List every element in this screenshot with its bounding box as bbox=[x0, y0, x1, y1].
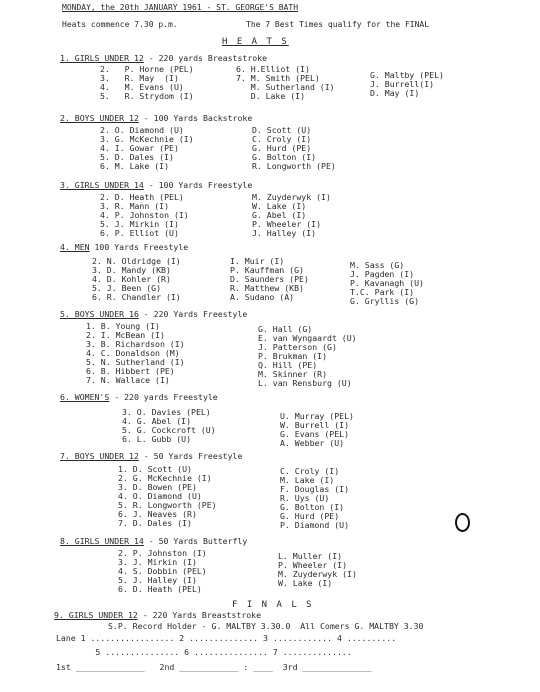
event-3-heading: 3. GIRLS UNDER 14 - 100 Yards Freestyle bbox=[60, 180, 253, 190]
event-4-heading: 4. MEN 100 Yards Freestyle bbox=[60, 242, 189, 252]
swimmer-entry: 1. B. Young (I) bbox=[86, 321, 160, 331]
swimmer-entry: 3. J. Mirkin (I) bbox=[118, 557, 197, 567]
record-holder-note: S.P. Record Holder - G. MALTBY 3.30.0 All Comers G. MALTBY 3.30 bbox=[108, 621, 424, 631]
swimmer-entry: 5. D. Dales (I) bbox=[100, 152, 174, 162]
event-8-heading: 8. GIRLS UNDER 14 - 50 Yards Butterfly bbox=[60, 536, 248, 546]
swimmer-entry: 6. R. Chandler (I) bbox=[92, 292, 181, 302]
swimmer-entry: P. Brukman (I) bbox=[258, 351, 328, 361]
event-8-col-1 bbox=[118, 549, 207, 594]
swimmer-entry: G. Hurd (PE) bbox=[280, 511, 340, 521]
swimmer-entry: F. Douglas (I) bbox=[280, 484, 350, 494]
swimmer-entry: 4. S. Dobbin (PEL) bbox=[118, 566, 207, 576]
swimmer-entry: G. Hurd (PE) bbox=[252, 143, 312, 153]
swimmer-entry: 3. G. McKechnie (I) bbox=[100, 134, 194, 144]
swimmer-entry: C. Croly (I) bbox=[280, 466, 340, 476]
swimmer-entry: 7. M. Smith (PEL) bbox=[236, 73, 320, 83]
swimmer-entry: D. Lake (I) bbox=[236, 91, 306, 101]
event-5-col-2 bbox=[258, 325, 357, 388]
event-3-col-2 bbox=[252, 193, 331, 238]
swimmer-entry: 6. M. Lake (I) bbox=[100, 161, 170, 171]
swimmer-entry: W. Burrell (I) bbox=[280, 420, 350, 430]
swimmer-entry: 2. P. Horne (PEL) bbox=[100, 64, 194, 74]
swimmer-entry: U. Murray (PEL) bbox=[280, 411, 354, 421]
swimmer-entry: M. Zuyderwyk (I) bbox=[278, 569, 357, 579]
swimmer-entry: 5. J. Been (G) bbox=[92, 283, 162, 293]
swimmer-entry: 3. B. Richardson (I) bbox=[86, 339, 185, 349]
swimmer-entry: 3. R. Mann (I) bbox=[100, 201, 170, 211]
document-header: MONDAY, the 20th JANUARY 1961 - ST. GEORGE'S BATH bbox=[62, 3, 299, 12]
swimmer-entry: G. Gryllis (G) bbox=[350, 296, 420, 306]
swimmer-entry: 2. D. Heath (PEL) bbox=[100, 192, 184, 202]
swimmer-entry: M. Zuyderwyk (I) bbox=[252, 192, 331, 202]
swimmer-entry: 3. D. Mandy (KB) bbox=[92, 265, 171, 275]
swimmer-entry: A. Webber (U) bbox=[280, 438, 345, 448]
swimmer-entry: 1. D. Scott (U) bbox=[118, 464, 192, 474]
event-1-col-3 bbox=[370, 71, 444, 98]
swimmer-entry: L. van Rensburg (U) bbox=[258, 378, 352, 388]
event-1-col-1 bbox=[100, 65, 194, 101]
event-2-col-1 bbox=[100, 126, 194, 171]
swimmer-entry: J. Pagden (I) bbox=[350, 269, 415, 279]
event-3-col-1 bbox=[100, 193, 189, 238]
event-4-col-2 bbox=[230, 257, 309, 302]
swimmer-entry: 7. N. Wallace (I) bbox=[86, 375, 170, 385]
swimmer-entry: 6. B. Hibbert (PE) bbox=[86, 366, 175, 376]
swimmer-entry: 6. P. Elliot (U) bbox=[100, 228, 179, 238]
event-5-col-1 bbox=[86, 322, 185, 385]
handwritten-circle-mark bbox=[455, 513, 470, 532]
swimmer-entry: P. Wheeler (I) bbox=[278, 560, 348, 570]
heats-commence-note: Heats commence 7.30 p.m. bbox=[62, 20, 178, 29]
swimmer-entry: 5. N. Sutherland (I) bbox=[86, 357, 185, 367]
event-1-heading: 1. GIRLS UNDER 12 - 220 yards Breaststroke bbox=[60, 53, 268, 63]
swimmer-entry: 5. J. Mirkin (I) bbox=[100, 219, 179, 229]
swimmer-entry: M. Skinner (R) bbox=[258, 369, 328, 379]
finals-heading: F I N A L S bbox=[232, 600, 314, 610]
event-5-heading: 5. BOYS UNDER 16 - 220 Yards Freestyle bbox=[60, 309, 248, 319]
event-6-col-2 bbox=[280, 412, 354, 448]
swimmer-entry: A. Sudano (A) bbox=[230, 292, 295, 302]
qualify-note: The 7 Best Times qualify for the FINAL bbox=[246, 20, 430, 29]
swimmer-entry: 6. H.Elliot (I) bbox=[236, 64, 310, 74]
swimmer-entry: 4. I. Gowar (PE) bbox=[100, 143, 179, 153]
swimmer-entry: 7. D. Dales (I) bbox=[118, 518, 192, 528]
swimmer-entry: G. Abel (I) bbox=[252, 210, 307, 220]
swimmer-entry: R. Uys (U) bbox=[280, 493, 330, 503]
swimmer-entry: 2. O. Diamond (U) bbox=[100, 125, 184, 135]
swimmer-entry: 4. O. Diamond (U) bbox=[118, 491, 202, 501]
swimmer-entry: D. Saunders (PE) bbox=[230, 274, 309, 284]
swimmer-entry: Q. Hill (PE) bbox=[258, 360, 318, 370]
event-8-col-2 bbox=[278, 552, 357, 588]
event-7-heading: 7. BOYS UNDER 12 - 50 Yards Freestyle bbox=[60, 451, 243, 461]
swimmer-entry: J. Patterson (G) bbox=[258, 342, 337, 352]
swimmer-entry: T.C. Park (I) bbox=[350, 287, 415, 297]
swimmer-entry: W. Lake (I) bbox=[252, 201, 307, 211]
swimmer-entry: L. Muller (I) bbox=[278, 551, 343, 561]
swimmer-entry: P. Kavanagh (U) bbox=[350, 278, 424, 288]
swimmer-entry: W. Lake (I) bbox=[278, 578, 333, 588]
event-7-col-2 bbox=[280, 467, 349, 530]
swimmer-entry: C. Croly (I) bbox=[252, 134, 312, 144]
swimmer-entry: 6. L. Gubb (U) bbox=[122, 434, 192, 444]
swimmer-entry: 4. D. Kohler (R) bbox=[92, 274, 171, 284]
event-6-col-1 bbox=[122, 408, 216, 444]
event-2-col-2 bbox=[252, 126, 336, 171]
lane-row-2: 5 ............... 6 ............... 7 .............. bbox=[56, 647, 352, 657]
swimmer-entry: G. Bolton (I) bbox=[252, 152, 317, 162]
swimmer-entry: P. Wheeler (I) bbox=[252, 219, 322, 229]
swimmer-entry: P. Diamond (U) bbox=[280, 520, 350, 530]
event-1-col-2 bbox=[236, 65, 335, 101]
event-6-heading: 6. WOMEN'S - 220 yards Freestyle bbox=[60, 392, 218, 402]
swimmer-entry: 4. M. Evans (U) bbox=[100, 82, 184, 92]
swimmer-entry: 5. G. Cockcroft (U) bbox=[122, 425, 216, 435]
swimmer-entry: 3. O. Davies (PEL) bbox=[122, 407, 211, 417]
heats-heading: H E A T S bbox=[222, 37, 289, 47]
swimmer-entry: 5. R. Longworth (PE) bbox=[118, 500, 217, 510]
swimmer-entry: 2. G. McKechnie (I) bbox=[118, 473, 212, 483]
swimmer-entry: 2. N. Oldridge (I) bbox=[92, 256, 181, 266]
swimmer-entry: G. Bolton (I) bbox=[280, 502, 345, 512]
swimmer-entry: G. Maltby (PEL) bbox=[370, 70, 444, 80]
event-9-heading: 9. GIRLS UNDER 12 - 220 Yards Breaststroke bbox=[54, 610, 262, 620]
event-4-col-1 bbox=[92, 257, 181, 302]
swimmer-entry: 4. G. Abel (I) bbox=[122, 416, 192, 426]
swimmer-entry: 6. D. Heath (PEL) bbox=[118, 584, 202, 594]
swimmer-entry: 6. J. Neaves (R) bbox=[118, 509, 197, 519]
swimmer-entry: R. Longworth (PE) bbox=[252, 161, 336, 171]
swimmer-entry: 2. P. Johnston (I) bbox=[118, 548, 207, 558]
swimmer-entry: M. Sass (G) bbox=[350, 260, 405, 270]
swimmer-entry: R. Matthew (KB) bbox=[230, 283, 304, 293]
swimmer-entry: E. van Wyngaardt (U) bbox=[258, 333, 357, 343]
swimmer-entry: J. Halley (I) bbox=[252, 228, 317, 238]
swimmer-entry: J. Burrell(I) bbox=[370, 79, 435, 89]
swimmer-entry: G. Evans (PEL) bbox=[280, 429, 350, 439]
event-2-heading: 2. BOYS UNDER 12 - 100 Yards Backstroke bbox=[60, 113, 253, 123]
swimmer-entry: M. Lake (I) bbox=[280, 475, 335, 485]
swimmer-entry: P. Kauffman (G) bbox=[230, 265, 304, 275]
swimmer-entry: 4. P. Johnston (I) bbox=[100, 210, 189, 220]
swimmer-entry: 3. R. May (I) bbox=[100, 73, 179, 83]
swimmer-entry: G. Hall (G) bbox=[258, 324, 313, 334]
swimmer-entry: 5. R. Strydom (I) bbox=[100, 91, 194, 101]
swimmer-entry: M. Sutherland (I) bbox=[236, 82, 335, 92]
swimmer-entry: 4. C. Donaldson (M) bbox=[86, 348, 180, 358]
placings-row: 1st ______________ 2nd ____________ : ____ 3rd ______________ bbox=[56, 662, 372, 672]
swimmer-entry: D. May (I) bbox=[370, 88, 420, 98]
event-7-col-1 bbox=[118, 465, 217, 528]
swimmer-entry: 5. J. Halley (I) bbox=[118, 575, 197, 585]
swimmer-entry: I. Muir (I) bbox=[230, 256, 285, 266]
swimmer-entry: 3. D. Bowen (PE) bbox=[118, 482, 197, 492]
event-4-col-3 bbox=[350, 261, 424, 306]
swimmer-entry: D. Scott (U) bbox=[252, 125, 312, 135]
swimmer-entry: 2. I. McBean (I) bbox=[86, 330, 165, 340]
lane-row-1: Lane 1 ................. 2 .............. 3 ............ 4 .......... bbox=[56, 633, 397, 643]
